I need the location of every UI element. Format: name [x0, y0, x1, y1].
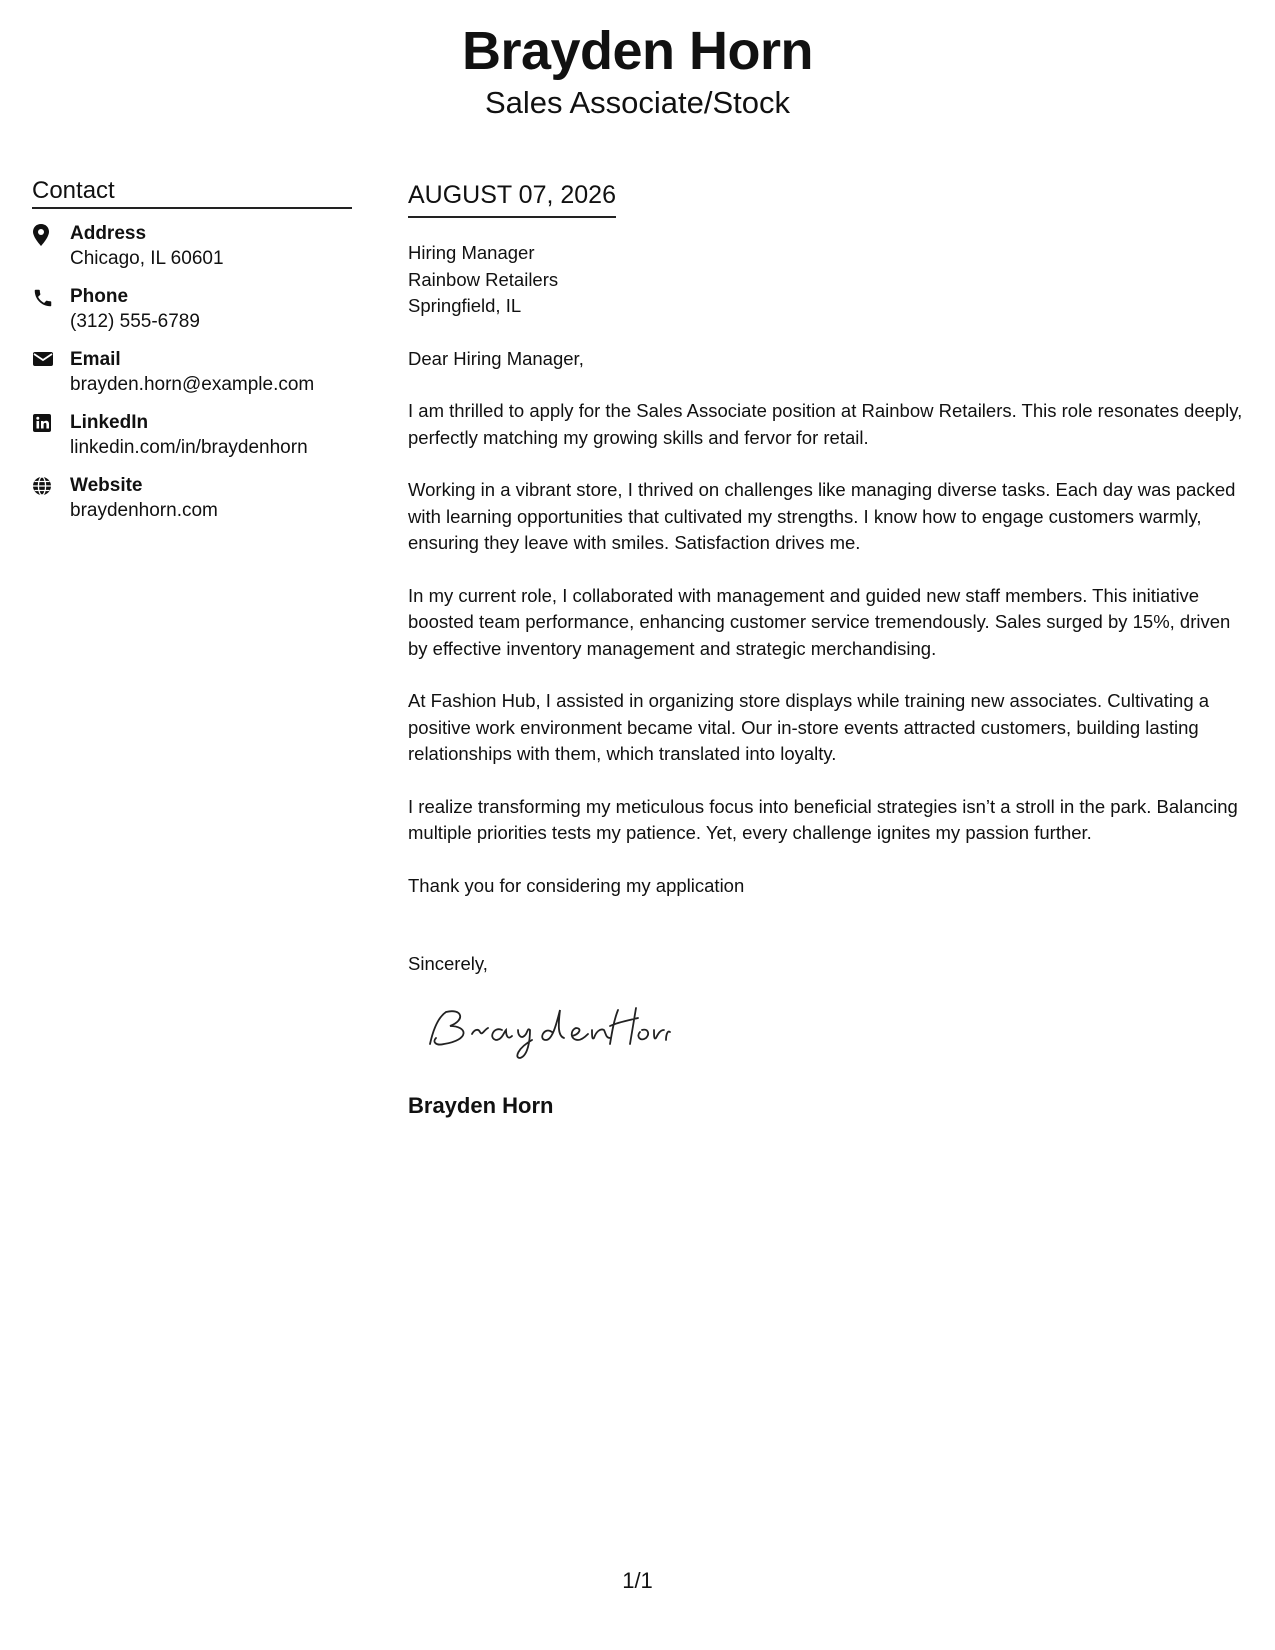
contact-label: Address	[70, 223, 147, 244]
contact-label: Email	[70, 349, 121, 370]
contact-label: Phone	[70, 286, 129, 307]
contact-label: Website	[70, 475, 143, 496]
contact-value: Chicago, IL 60601	[70, 248, 224, 269]
closing: Sincerely,	[408, 953, 488, 974]
body-paragraph: I realize transforming my meticulous focus into beneficial strategies isn’t a stroll in the park. Balancing multiple priorities tests my patience. Yet, every challenge ignites my passion further.	[408, 795, 1238, 843]
signature-name: Brayden Horn	[408, 1093, 554, 1118]
recipient-line: Springfield, IL	[408, 295, 522, 316]
recipient-line: Rainbow Retailers	[408, 268, 559, 290]
letter-header	[0, 18, 1275, 122]
contact-sidebar	[32, 176, 352, 536]
contact-item-phone	[32, 284, 352, 334]
contact-value: (312) 555-6789	[70, 311, 200, 332]
contact-item-linkedin	[32, 410, 352, 460]
contact-value[interactable]: braydenhorn.com	[70, 500, 218, 521]
applicant-name: Brayden Horn	[461, 21, 814, 81]
contact-value[interactable]: linkedin.com/in/braydenhorn	[70, 437, 308, 458]
letter-date: AUGUST 07, 2026	[408, 178, 616, 218]
applicant-role: Sales Associate/Stock	[485, 85, 790, 120]
letter-body	[408, 178, 1248, 1120]
salutation: Dear Hiring Manager,	[408, 347, 584, 369]
body-paragraph: Working in a vibrant store, I thrived on challenges like managing diverse tasks. Each day was packed with learning opportunities that cultivated my strengths. I know how to engage customers warmly, ensuring they leave with smiles. Satisfaction drives me.	[408, 479, 1236, 553]
phone-icon	[32, 284, 70, 309]
page-number: 1/1	[622, 1568, 653, 1593]
contact-item-email	[32, 347, 352, 397]
envelope-icon	[32, 347, 70, 368]
linkedin-icon	[32, 410, 70, 433]
handwritten-signature	[422, 996, 672, 1072]
globe-icon	[32, 473, 70, 496]
contact-item-website	[32, 473, 352, 523]
recipient-line: Hiring Manager	[408, 242, 535, 263]
body-paragraph: In my current role, I collaborated with management and guided new staff members. This initiative boosted team performance, enhancing customer service tremendously. Sales surged by 15%, driven by effective inventory management and strategic merchandising.	[408, 584, 1231, 659]
body-paragraph: At Fashion Hub, I assisted in organizing store displays while training new associates. Cultivating a positive work environment became vital. Our in-store events attracted customers, building lasting relationships with them, which translated into loyalty.	[408, 690, 1210, 764]
contact-item-address	[32, 221, 352, 271]
contact-heading: Contact	[32, 176, 352, 209]
map-pin-icon	[32, 221, 70, 246]
body-paragraph: Thank you for considering my application	[408, 874, 745, 896]
contact-label: LinkedIn	[70, 412, 149, 433]
contact-value: brayden.horn@example.com	[70, 374, 315, 395]
body-paragraph: I am thrilled to apply for the Sales Associate position at Rainbow Retailers. This role resonates deeply, perfectly matching my growing skills and fervor for retail.	[408, 400, 1243, 448]
recipient-block	[408, 240, 1248, 320]
